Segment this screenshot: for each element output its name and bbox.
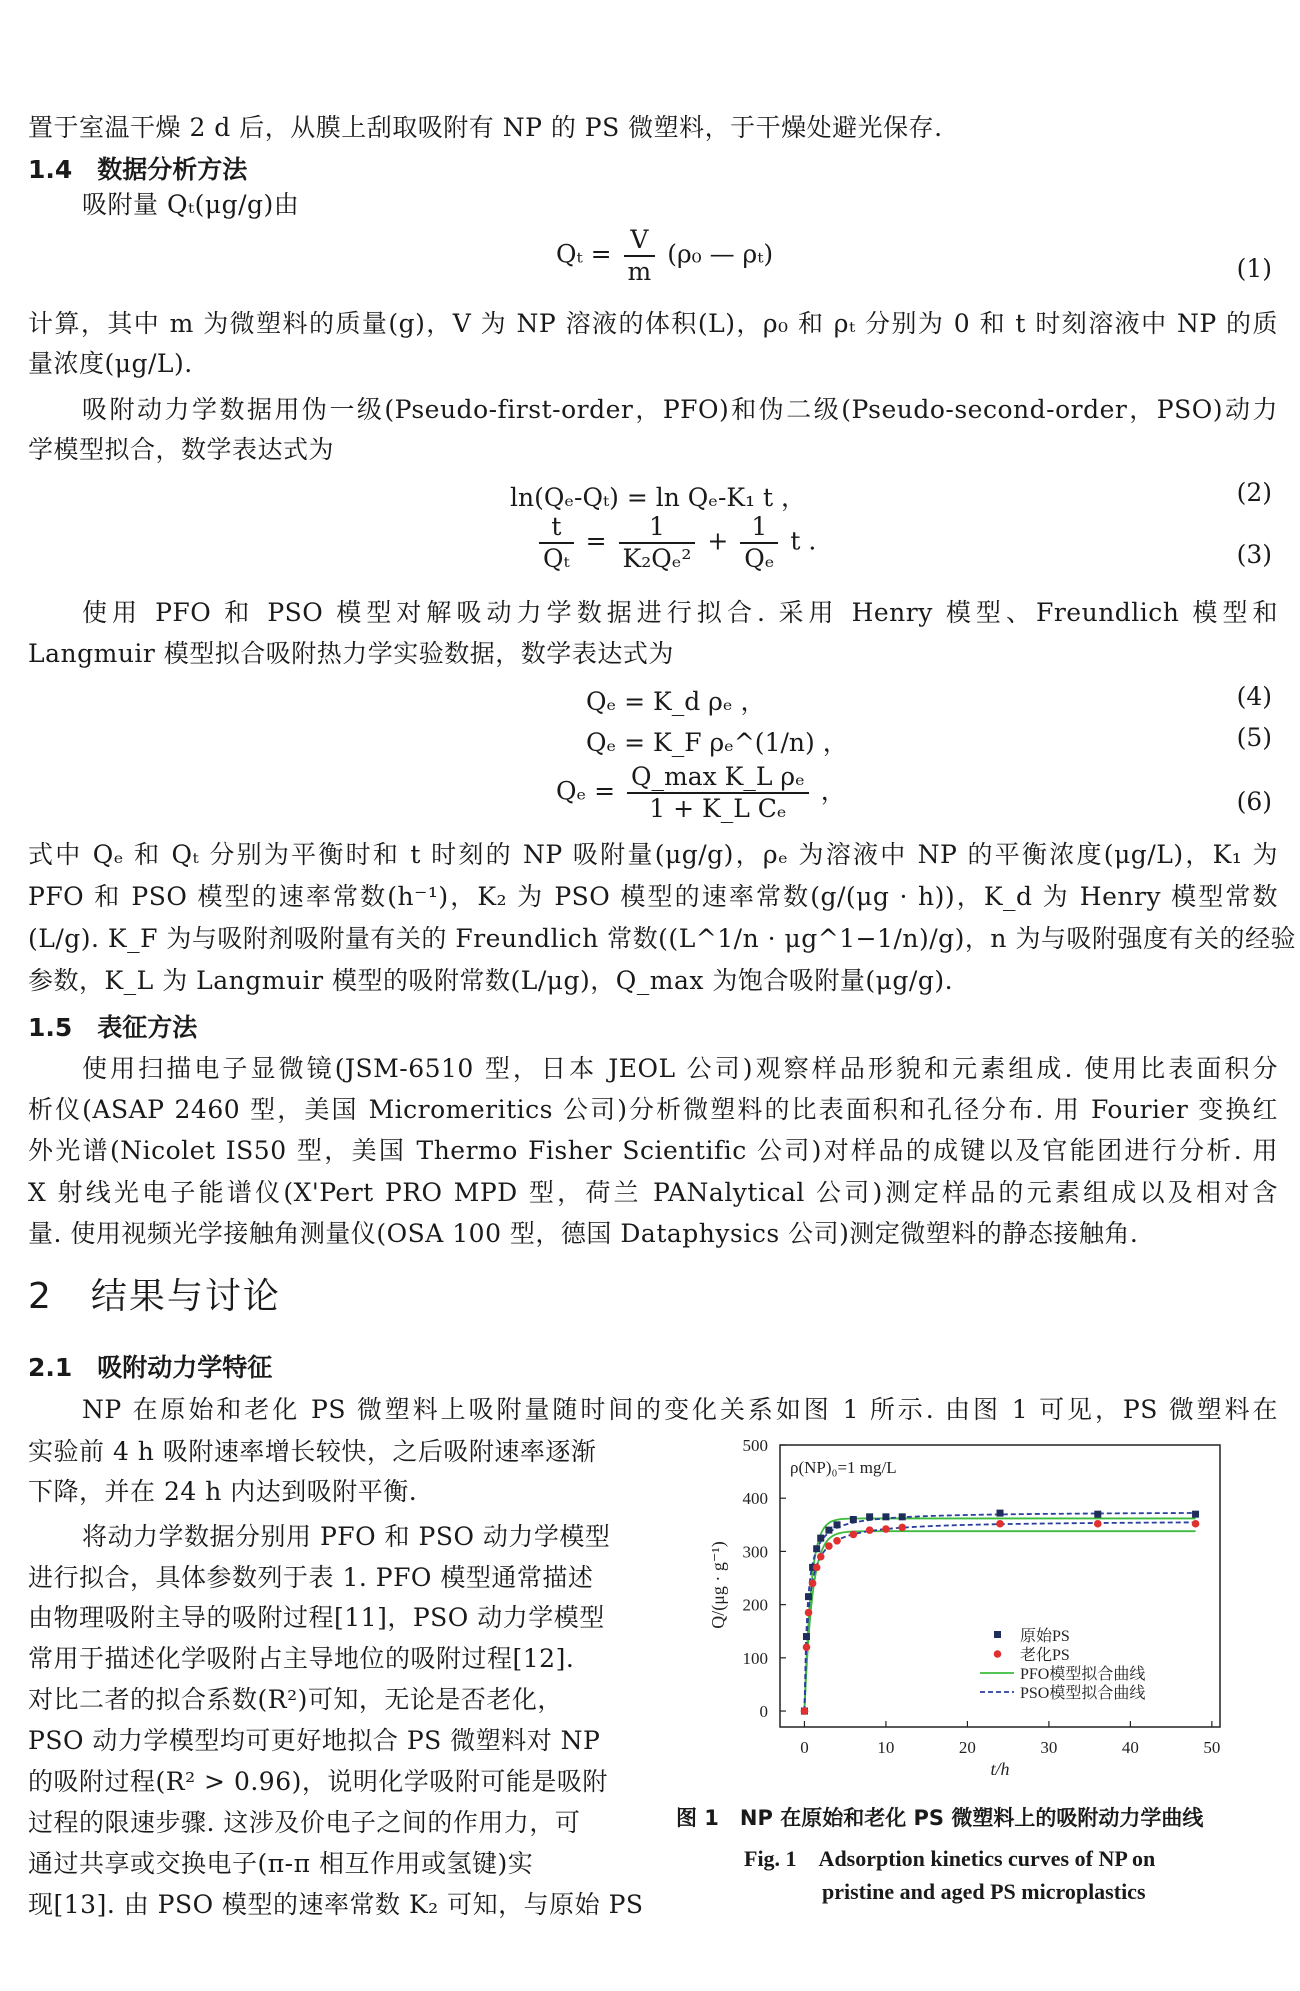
data-point bbox=[997, 1510, 1004, 1517]
data-point bbox=[825, 1527, 832, 1534]
data-point bbox=[834, 1521, 841, 1528]
paragraph-line: X 射线光电子能谱仪(X'Pert PRO MPD 型，荷兰 PANalytical 公司)测定样品的元素组成以及相对含 bbox=[28, 1178, 1278, 1207]
paragraph-line: 通过共享或交换电子(π-π 相互作用或氢键)实 bbox=[28, 1849, 534, 1878]
data-point bbox=[817, 1553, 825, 1561]
data-point bbox=[813, 1564, 821, 1572]
paragraph-line: PFO 和 PSO 模型的速率常数(h⁻¹)，K₂ 为 PSO 模型的速率常数(g/(μg · h))，K_d 为 Henry 模型常数 bbox=[28, 882, 1278, 911]
data-point bbox=[1094, 1511, 1101, 1518]
x-tick-label: 40 bbox=[1121, 1738, 1139, 1757]
paragraph-line: 进行拟合，具体参数列于表 1. PFO 模型通常描述 bbox=[28, 1563, 594, 1592]
paragraph-line: 吸附量 Qₜ(μg/g)由 bbox=[82, 190, 300, 219]
equation-number: (5) bbox=[1236, 723, 1272, 752]
kinetics-chart bbox=[700, 1435, 1290, 1780]
y-axis-label: Q/(μg · g⁻¹) bbox=[708, 1541, 728, 1629]
paragraph-line: 析仪(ASAP 2460 型，美国 Micromeritics 公司)分析微塑料的比表面积和孔径分布. 用 Fourier 变换红 bbox=[28, 1095, 1278, 1124]
data-point bbox=[813, 1545, 820, 1552]
section-heading-1-5: 1.5 表征方法 bbox=[28, 1013, 198, 1042]
data-point bbox=[866, 1526, 874, 1534]
paragraph-line: 将动力学数据分别用 PFO 和 PSO 动力学模型 bbox=[82, 1522, 611, 1551]
x-tick-label: 0 bbox=[800, 1738, 809, 1757]
equation-number: (3) bbox=[1236, 540, 1272, 569]
section-heading-2-1: 2.1 吸附动力学特征 bbox=[28, 1353, 273, 1382]
data-point bbox=[809, 1580, 817, 1588]
paragraph-line: 式中 Qₑ 和 Qₜ 分别为平衡时和 t 时刻的 NP 吸附量(μg/g)，ρₑ 为溶液中 NP 的平衡浓度(μg/L)，K₁ 为 bbox=[28, 840, 1278, 869]
data-point bbox=[996, 1520, 1004, 1528]
plot-frame bbox=[780, 1445, 1220, 1727]
legend-label: PFO模型拟合曲线 bbox=[1020, 1666, 1146, 1683]
data-point bbox=[882, 1525, 890, 1533]
paragraph-line: 置于室温干燥 2 d 后，从膜上刮取吸附有 NP 的 PS 微塑料，于干燥处避光保存. bbox=[28, 113, 943, 142]
y-tick-label: 100 bbox=[742, 1648, 768, 1668]
data-point bbox=[1094, 1520, 1102, 1528]
data-point bbox=[801, 1707, 809, 1715]
paragraph-line: Langmuir 模型拟合吸附热力学实验数据，数学表达式为 bbox=[28, 639, 674, 668]
paragraph-line: PSO 动力学模型均可更好地拟合 PS 微塑料对 NP bbox=[28, 1726, 601, 1755]
equation-3: $\frac{t}{\text{Qₜ}}$ = $\frac{1}{\text{K₂Qₑ²}}$ + $\frac{1}{\text{Qₑ}}$ t . bbox=[535, 512, 816, 574]
legend-label: 原始PS bbox=[1020, 1628, 1070, 1645]
paragraph-line: (L/g). K_F 为与吸附剂吸附量有关的 Freundlich 常数((L^1/n · μg^1−1/n)/g)，n 为与吸附强度有关的经验 bbox=[28, 924, 1296, 953]
data-point bbox=[850, 1516, 857, 1523]
figure-caption-en-2: pristine and aged PS microplastics bbox=[822, 1879, 1146, 1904]
x-tick-label: 50 bbox=[1203, 1738, 1221, 1757]
data-point bbox=[833, 1537, 841, 1545]
data-point bbox=[803, 1633, 810, 1640]
data-point bbox=[803, 1643, 811, 1651]
legend-marker bbox=[994, 1650, 1002, 1658]
x-axis-label: t/h bbox=[990, 1759, 1010, 1779]
data-point bbox=[850, 1531, 858, 1539]
equation-number: (2) bbox=[1236, 478, 1272, 507]
equation-2: ln(Qₑ-Qₜ) = ln Qₑ-K₁ t ， bbox=[510, 483, 807, 512]
y-tick-label: 300 bbox=[742, 1542, 768, 1562]
paragraph-line: 量. 使用视频光学接触角测量仪(OSA 100 型，德国 Dataphysics 公司)测定微塑料的静态接触角. bbox=[28, 1219, 1139, 1248]
data-point bbox=[817, 1535, 824, 1542]
paragraph-line: 对比二者的拟合系数(R²)可知，无论是否老化， bbox=[28, 1685, 563, 1714]
y-tick-label: 400 bbox=[742, 1489, 768, 1509]
equation-4: Qₑ = K_d ρₑ ， bbox=[586, 687, 766, 716]
y-tick-label: 0 bbox=[759, 1702, 768, 1722]
chart-legend bbox=[980, 1627, 1145, 1702]
paragraph-line: 过程的限速步骤. 这涉及价电子之间的作用力，可 bbox=[28, 1808, 581, 1837]
section-heading-1-4: 1.4 数据分析方法 bbox=[28, 155, 248, 184]
x-tick-label: 10 bbox=[877, 1738, 895, 1757]
paragraph-line: 计算，其中 m 为微塑料的质量(g)，V 为 NP 溶液的体积(L)，ρ₀ 和 ρₜ 分别为 0 和 t 时刻溶液中 NP 的质 bbox=[28, 309, 1278, 338]
data-point bbox=[898, 1524, 906, 1532]
legend-marker bbox=[994, 1631, 1001, 1638]
equation-5: Qₑ = K_F ρₑ^(1/n) ， bbox=[586, 728, 848, 757]
paragraph-line: 外光谱(Nicolet IS50 型，美国 Thermo Fisher Scientific 公司)对样品的成键以及官能团进行分析. 用 bbox=[28, 1136, 1278, 1165]
equation-number: (4) bbox=[1236, 682, 1272, 711]
x-tick-label: 30 bbox=[1040, 1738, 1058, 1757]
figure-caption-cn: 图 1 NP 在原始和老化 PS 微塑料上的吸附动力学曲线 bbox=[676, 1806, 1204, 1830]
paragraph-line: 量浓度(μg/L). bbox=[28, 349, 193, 378]
section-heading-2: 2 结果与讨论 bbox=[28, 1276, 281, 1317]
paragraph-line: 常用于描述化学吸附占主导地位的吸附过程[12]. bbox=[28, 1644, 575, 1673]
x-tick-label: 20 bbox=[958, 1738, 976, 1757]
paragraph-line: 使用扫描电子显微镜(JSM-6510 型，日本 JEOL 公司)观察样品形貌和元素组成. 使用比表面积分 bbox=[82, 1054, 1278, 1083]
paragraph-line: 学模型拟合，数学表达式为 bbox=[28, 435, 335, 464]
equation-number: (1) bbox=[1236, 254, 1272, 283]
paragraph-line: NP 在原始和老化 PS 微塑料上吸附量随时间的变化关系如图 1 所示. 由图 1 可见，PS 微塑料在 bbox=[82, 1395, 1278, 1424]
data-point bbox=[1192, 1511, 1199, 1518]
data-point bbox=[899, 1513, 906, 1520]
paragraph-line: 吸附动力学数据用伪一级(Pseudo-first-order，PFO)和伪二级(Pseudo-second-order，PSO)动力 bbox=[82, 395, 1278, 424]
data-point bbox=[1192, 1520, 1200, 1528]
legend-label: PSO模型拟合曲线 bbox=[1020, 1685, 1146, 1702]
data-point bbox=[825, 1542, 833, 1550]
equation-6: Qₑ = $\frac{\text{Q\_max K\_L ρₑ}}{\text{1 + K\_L Cₑ}}$ ， bbox=[556, 762, 846, 823]
chart-annotation: ρ(NP)₀=1 mg/L bbox=[790, 1458, 897, 1477]
equation-number: (6) bbox=[1236, 787, 1272, 816]
data-point bbox=[882, 1513, 889, 1520]
paragraph-line: 使用 PFO 和 PSO 模型对解吸动力学数据进行拟合. 采用 Henry 模型、Freundlich 模型和 bbox=[82, 598, 1278, 627]
y-tick-label: 500 bbox=[742, 1436, 768, 1455]
figure-caption-en-1: Fig. 1 Adsorption kinetics curves of NP on bbox=[744, 1846, 1156, 1871]
paragraph-line: 参数，K_L 为 Langmuir 模型的吸附常数(L/μg)，Q_max 为饱合吸附量(μg/g). bbox=[28, 966, 954, 995]
data-point bbox=[866, 1513, 873, 1520]
paragraph-line: 的吸附过程(R² > 0.96)，说明化学吸附可能是吸附 bbox=[28, 1767, 608, 1796]
paragraph-line: 下降，并在 24 h 内达到吸附平衡. bbox=[28, 1477, 418, 1506]
data-point bbox=[805, 1609, 813, 1617]
paragraph-line: 现[13]. 由 PSO 模型的速率常数 K₂ 可知，与原始 PS bbox=[28, 1890, 644, 1919]
paragraph-line: 由物理吸附主导的吸附过程[11]，PSO 动力学模型 bbox=[28, 1603, 605, 1632]
legend-label: 老化PS bbox=[1020, 1647, 1070, 1664]
paragraph-line: 实验前 4 h 吸附速率增长较快，之后吸附速率逐渐 bbox=[28, 1437, 597, 1466]
data-point bbox=[805, 1593, 812, 1600]
y-tick-label: 200 bbox=[742, 1595, 768, 1615]
equation-1: Qₜ = $\frac{V}{m}$ (ρ₀ — ρₜ) bbox=[556, 225, 774, 286]
